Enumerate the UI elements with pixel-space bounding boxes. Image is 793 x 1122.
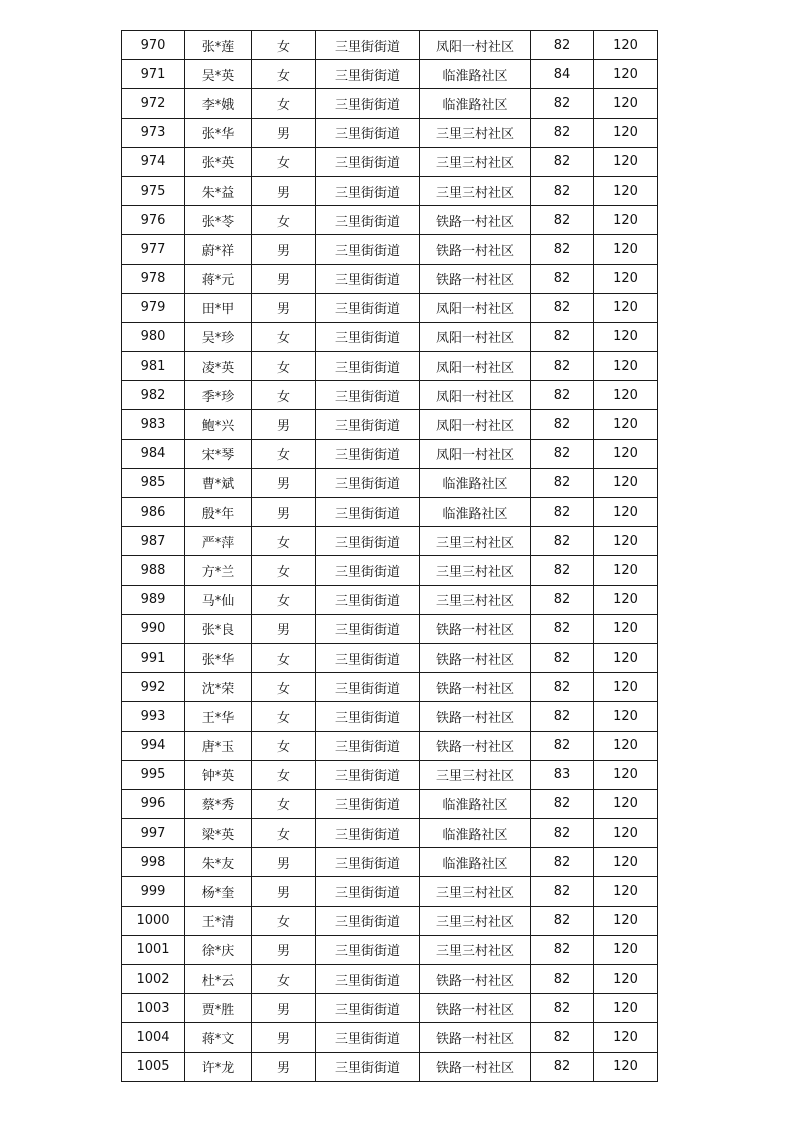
age-cell: 82: [531, 1052, 594, 1081]
table-row: [122, 585, 658, 614]
table-row: [122, 118, 658, 147]
serial-number-cell: 988: [122, 556, 185, 585]
name-cell: 杨*奎: [185, 877, 252, 906]
community-cell: 铁路一村社区: [420, 994, 531, 1023]
amount-cell: 120: [594, 89, 658, 118]
subdistrict-cell: 三里街街道: [316, 89, 420, 118]
serial-number-cell: 1003: [122, 994, 185, 1023]
age-cell: 82: [531, 498, 594, 527]
gender-cell: 女: [252, 789, 316, 818]
age-cell: 82: [531, 877, 594, 906]
community-cell: 凤阳一村社区: [420, 410, 531, 439]
serial-number-cell: 975: [122, 176, 185, 205]
name-cell: 吴*英: [185, 60, 252, 89]
table-row: [122, 89, 658, 118]
age-cell: 82: [531, 1023, 594, 1052]
amount-cell: 120: [594, 381, 658, 410]
subdistrict-cell: 三里街街道: [316, 906, 420, 935]
subdistrict-cell: 三里街街道: [316, 381, 420, 410]
serial-number-cell: 977: [122, 235, 185, 264]
name-cell: 曹*斌: [185, 468, 252, 497]
table-row: [122, 731, 658, 760]
amount-cell: 120: [594, 965, 658, 994]
table-row: [122, 702, 658, 731]
amount-cell: 120: [594, 176, 658, 205]
amount-cell: 120: [594, 994, 658, 1023]
amount-cell: 120: [594, 643, 658, 672]
gender-cell: 女: [252, 352, 316, 381]
serial-number-cell: 997: [122, 819, 185, 848]
community-cell: 凤阳一村社区: [420, 381, 531, 410]
table-row: [122, 439, 658, 468]
amount-cell: 120: [594, 352, 658, 381]
community-cell: 铁路一村社区: [420, 673, 531, 702]
age-cell: 82: [531, 848, 594, 877]
community-cell: 凤阳一村社区: [420, 439, 531, 468]
age-cell: 82: [531, 235, 594, 264]
name-cell: 朱*益: [185, 176, 252, 205]
age-cell: 82: [531, 585, 594, 614]
table-row: [122, 293, 658, 322]
serial-number-cell: 1000: [122, 906, 185, 935]
age-cell: 82: [531, 556, 594, 585]
serial-number-cell: 998: [122, 848, 185, 877]
community-cell: 铁路一村社区: [420, 643, 531, 672]
name-cell: 王*清: [185, 906, 252, 935]
gender-cell: 男: [252, 848, 316, 877]
age-cell: 82: [531, 322, 594, 351]
community-cell: 三里三村社区: [420, 147, 531, 176]
gender-cell: 女: [252, 439, 316, 468]
amount-cell: 120: [594, 527, 658, 556]
community-cell: 凤阳一村社区: [420, 293, 531, 322]
subdistrict-cell: 三里街街道: [316, 965, 420, 994]
amount-cell: 120: [594, 498, 658, 527]
amount-cell: 120: [594, 731, 658, 760]
subdistrict-cell: 三里街街道: [316, 614, 420, 643]
community-cell: 三里三村社区: [420, 556, 531, 585]
name-cell: 殷*年: [185, 498, 252, 527]
name-cell: 张*苓: [185, 206, 252, 235]
name-cell: 贾*胜: [185, 994, 252, 1023]
amount-cell: 120: [594, 848, 658, 877]
community-cell: 三里三村社区: [420, 760, 531, 789]
amount-cell: 120: [594, 206, 658, 235]
name-cell: 张*华: [185, 118, 252, 147]
subdistrict-cell: 三里街街道: [316, 498, 420, 527]
table-row: [122, 994, 658, 1023]
age-cell: 82: [531, 468, 594, 497]
community-cell: 铁路一村社区: [420, 1023, 531, 1052]
age-cell: 82: [531, 352, 594, 381]
table-row: [122, 235, 658, 264]
gender-cell: 男: [252, 1052, 316, 1081]
community-cell: 三里三村社区: [420, 527, 531, 556]
age-cell: 82: [531, 906, 594, 935]
gender-cell: 女: [252, 381, 316, 410]
serial-number-cell: 992: [122, 673, 185, 702]
table-row: [122, 60, 658, 89]
amount-cell: 120: [594, 31, 658, 60]
table-row: [122, 410, 658, 439]
serial-number-cell: 976: [122, 206, 185, 235]
gender-cell: 男: [252, 176, 316, 205]
gender-cell: 女: [252, 31, 316, 60]
serial-number-cell: 993: [122, 702, 185, 731]
serial-number-cell: 1001: [122, 935, 185, 964]
gender-cell: 男: [252, 264, 316, 293]
subdistrict-cell: 三里街街道: [316, 1023, 420, 1052]
subdistrict-cell: 三里街街道: [316, 760, 420, 789]
age-cell: 83: [531, 760, 594, 789]
amount-cell: 120: [594, 60, 658, 89]
table-row: [122, 264, 658, 293]
age-cell: 82: [531, 147, 594, 176]
subdistrict-cell: 三里街街道: [316, 877, 420, 906]
name-cell: 马*仙: [185, 585, 252, 614]
serial-number-cell: 981: [122, 352, 185, 381]
name-cell: 季*珍: [185, 381, 252, 410]
age-cell: 82: [531, 819, 594, 848]
name-cell: 王*华: [185, 702, 252, 731]
serial-number-cell: 974: [122, 147, 185, 176]
community-cell: 铁路一村社区: [420, 264, 531, 293]
name-cell: 沈*荣: [185, 673, 252, 702]
gender-cell: 女: [252, 731, 316, 760]
table-row: [122, 906, 658, 935]
gender-cell: 女: [252, 760, 316, 789]
gender-cell: 男: [252, 877, 316, 906]
serial-number-cell: 994: [122, 731, 185, 760]
table-row: [122, 877, 658, 906]
gender-cell: 女: [252, 206, 316, 235]
age-cell: 82: [531, 410, 594, 439]
table-row: [122, 527, 658, 556]
gender-cell: 女: [252, 89, 316, 118]
subdistrict-cell: 三里街街道: [316, 643, 420, 672]
community-cell: 三里三村社区: [420, 176, 531, 205]
subdistrict-cell: 三里街街道: [316, 147, 420, 176]
name-cell: 吴*珍: [185, 322, 252, 351]
name-cell: 许*龙: [185, 1052, 252, 1081]
serial-number-cell: 996: [122, 789, 185, 818]
community-cell: 铁路一村社区: [420, 731, 531, 760]
subdistrict-cell: 三里街街道: [316, 235, 420, 264]
name-cell: 张*莲: [185, 31, 252, 60]
community-cell: 三里三村社区: [420, 585, 531, 614]
age-cell: 82: [531, 264, 594, 293]
name-cell: 严*萍: [185, 527, 252, 556]
serial-number-cell: 999: [122, 877, 185, 906]
subdistrict-cell: 三里街街道: [316, 819, 420, 848]
serial-number-cell: 983: [122, 410, 185, 439]
amount-cell: 120: [594, 877, 658, 906]
amount-cell: 120: [594, 264, 658, 293]
subdistrict-cell: 三里街街道: [316, 410, 420, 439]
table-row: [122, 468, 658, 497]
subdistrict-cell: 三里街街道: [316, 935, 420, 964]
gender-cell: 男: [252, 410, 316, 439]
gender-cell: 男: [252, 1023, 316, 1052]
amount-cell: 120: [594, 760, 658, 789]
name-cell: 蔚*祥: [185, 235, 252, 264]
table-row: [122, 760, 658, 789]
age-cell: 82: [531, 965, 594, 994]
table-row: [122, 176, 658, 205]
amount-cell: 120: [594, 1052, 658, 1081]
table-row: [122, 643, 658, 672]
amount-cell: 120: [594, 1023, 658, 1052]
amount-cell: 120: [594, 147, 658, 176]
amount-cell: 120: [594, 439, 658, 468]
community-cell: 三里三村社区: [420, 877, 531, 906]
table-row: [122, 31, 658, 60]
community-cell: 临淮路社区: [420, 848, 531, 877]
gender-cell: 女: [252, 702, 316, 731]
amount-cell: 120: [594, 906, 658, 935]
subdistrict-cell: 三里街街道: [316, 702, 420, 731]
gender-cell: 女: [252, 585, 316, 614]
table-row: [122, 556, 658, 585]
name-cell: 蔡*秀: [185, 789, 252, 818]
serial-number-cell: 979: [122, 293, 185, 322]
community-cell: 临淮路社区: [420, 498, 531, 527]
roster-table: [121, 30, 658, 1082]
age-cell: 82: [531, 527, 594, 556]
subdistrict-cell: 三里街街道: [316, 322, 420, 351]
community-cell: 铁路一村社区: [420, 1052, 531, 1081]
amount-cell: 120: [594, 614, 658, 643]
amount-cell: 120: [594, 819, 658, 848]
gender-cell: 女: [252, 819, 316, 848]
gender-cell: 男: [252, 293, 316, 322]
age-cell: 82: [531, 702, 594, 731]
amount-cell: 120: [594, 789, 658, 818]
subdistrict-cell: 三里街街道: [316, 1052, 420, 1081]
amount-cell: 120: [594, 556, 658, 585]
serial-number-cell: 1005: [122, 1052, 185, 1081]
serial-number-cell: 989: [122, 585, 185, 614]
amount-cell: 120: [594, 293, 658, 322]
age-cell: 82: [531, 89, 594, 118]
amount-cell: 120: [594, 935, 658, 964]
amount-cell: 120: [594, 118, 658, 147]
serial-number-cell: 1002: [122, 965, 185, 994]
gender-cell: 女: [252, 556, 316, 585]
age-cell: 82: [531, 673, 594, 702]
subdistrict-cell: 三里街街道: [316, 468, 420, 497]
serial-number-cell: 991: [122, 643, 185, 672]
subdistrict-cell: 三里街街道: [316, 176, 420, 205]
serial-number-cell: 970: [122, 31, 185, 60]
serial-number-cell: 973: [122, 118, 185, 147]
subdistrict-cell: 三里街街道: [316, 789, 420, 818]
subdistrict-cell: 三里街街道: [316, 848, 420, 877]
subdistrict-cell: 三里街街道: [316, 31, 420, 60]
amount-cell: 120: [594, 235, 658, 264]
subdistrict-cell: 三里街街道: [316, 673, 420, 702]
serial-number-cell: 982: [122, 381, 185, 410]
serial-number-cell: 971: [122, 60, 185, 89]
name-cell: 张*良: [185, 614, 252, 643]
name-cell: 田*甲: [185, 293, 252, 322]
subdistrict-cell: 三里街街道: [316, 352, 420, 381]
community-cell: 临淮路社区: [420, 89, 531, 118]
serial-number-cell: 995: [122, 760, 185, 789]
community-cell: 临淮路社区: [420, 60, 531, 89]
table-row: [122, 1023, 658, 1052]
gender-cell: 男: [252, 118, 316, 147]
name-cell: 方*兰: [185, 556, 252, 585]
gender-cell: 女: [252, 643, 316, 672]
age-cell: 84: [531, 60, 594, 89]
age-cell: 82: [531, 118, 594, 147]
table-row: [122, 819, 658, 848]
gender-cell: 女: [252, 60, 316, 89]
serial-number-cell: 980: [122, 322, 185, 351]
community-cell: 铁路一村社区: [420, 235, 531, 264]
name-cell: 鲍*兴: [185, 410, 252, 439]
name-cell: 蒋*文: [185, 1023, 252, 1052]
name-cell: 宋*琴: [185, 439, 252, 468]
subdistrict-cell: 三里街街道: [316, 731, 420, 760]
table-row: [122, 935, 658, 964]
amount-cell: 120: [594, 673, 658, 702]
name-cell: 张*华: [185, 643, 252, 672]
name-cell: 钟*英: [185, 760, 252, 789]
community-cell: 临淮路社区: [420, 468, 531, 497]
gender-cell: 女: [252, 673, 316, 702]
community-cell: 铁路一村社区: [420, 206, 531, 235]
name-cell: 蒋*元: [185, 264, 252, 293]
age-cell: 82: [531, 643, 594, 672]
gender-cell: 女: [252, 322, 316, 351]
community-cell: 铁路一村社区: [420, 614, 531, 643]
community-cell: 三里三村社区: [420, 118, 531, 147]
table-row: [122, 322, 658, 351]
table-row: [122, 352, 658, 381]
gender-cell: 女: [252, 527, 316, 556]
table-row: [122, 1052, 658, 1081]
age-cell: 82: [531, 31, 594, 60]
amount-cell: 120: [594, 702, 658, 731]
table-row: [122, 789, 658, 818]
community-cell: 临淮路社区: [420, 819, 531, 848]
age-cell: 82: [531, 731, 594, 760]
table-row: [122, 206, 658, 235]
community-cell: 凤阳一村社区: [420, 31, 531, 60]
name-cell: 杜*云: [185, 965, 252, 994]
community-cell: 临淮路社区: [420, 789, 531, 818]
age-cell: 82: [531, 935, 594, 964]
name-cell: 唐*玉: [185, 731, 252, 760]
age-cell: 82: [531, 614, 594, 643]
amount-cell: 120: [594, 322, 658, 351]
subdistrict-cell: 三里街街道: [316, 60, 420, 89]
age-cell: 82: [531, 439, 594, 468]
community-cell: 三里三村社区: [420, 906, 531, 935]
subdistrict-cell: 三里街街道: [316, 556, 420, 585]
table-row: [122, 498, 658, 527]
table-row: [122, 965, 658, 994]
serial-number-cell: 986: [122, 498, 185, 527]
subdistrict-cell: 三里街街道: [316, 994, 420, 1023]
gender-cell: 男: [252, 498, 316, 527]
age-cell: 82: [531, 176, 594, 205]
name-cell: 凌*英: [185, 352, 252, 381]
gender-cell: 男: [252, 935, 316, 964]
serial-number-cell: 984: [122, 439, 185, 468]
age-cell: 82: [531, 994, 594, 1023]
gender-cell: 男: [252, 614, 316, 643]
gender-cell: 女: [252, 906, 316, 935]
age-cell: 82: [531, 293, 594, 322]
serial-number-cell: 985: [122, 468, 185, 497]
serial-number-cell: 1004: [122, 1023, 185, 1052]
roster-table-body: [122, 31, 658, 1082]
gender-cell: 男: [252, 235, 316, 264]
serial-number-cell: 990: [122, 614, 185, 643]
table-row: [122, 614, 658, 643]
subdistrict-cell: 三里街街道: [316, 585, 420, 614]
age-cell: 82: [531, 381, 594, 410]
table-row: [122, 381, 658, 410]
serial-number-cell: 987: [122, 527, 185, 556]
subdistrict-cell: 三里街街道: [316, 118, 420, 147]
subdistrict-cell: 三里街街道: [316, 264, 420, 293]
age-cell: 82: [531, 206, 594, 235]
amount-cell: 120: [594, 410, 658, 439]
table-row: [122, 673, 658, 702]
community-cell: 三里三村社区: [420, 935, 531, 964]
gender-cell: 女: [252, 965, 316, 994]
serial-number-cell: 972: [122, 89, 185, 118]
subdistrict-cell: 三里街街道: [316, 439, 420, 468]
community-cell: 铁路一村社区: [420, 702, 531, 731]
community-cell: 凤阳一村社区: [420, 352, 531, 381]
age-cell: 82: [531, 789, 594, 818]
name-cell: 张*英: [185, 147, 252, 176]
amount-cell: 120: [594, 585, 658, 614]
name-cell: 李*娥: [185, 89, 252, 118]
amount-cell: 120: [594, 468, 658, 497]
name-cell: 朱*友: [185, 848, 252, 877]
community-cell: 凤阳一村社区: [420, 322, 531, 351]
gender-cell: 男: [252, 994, 316, 1023]
serial-number-cell: 978: [122, 264, 185, 293]
community-cell: 铁路一村社区: [420, 965, 531, 994]
gender-cell: 女: [252, 147, 316, 176]
subdistrict-cell: 三里街街道: [316, 293, 420, 322]
subdistrict-cell: 三里街街道: [316, 527, 420, 556]
name-cell: 徐*庆: [185, 935, 252, 964]
name-cell: 梁*英: [185, 819, 252, 848]
table-row: [122, 848, 658, 877]
subdistrict-cell: 三里街街道: [316, 206, 420, 235]
table-row: [122, 147, 658, 176]
gender-cell: 男: [252, 468, 316, 497]
